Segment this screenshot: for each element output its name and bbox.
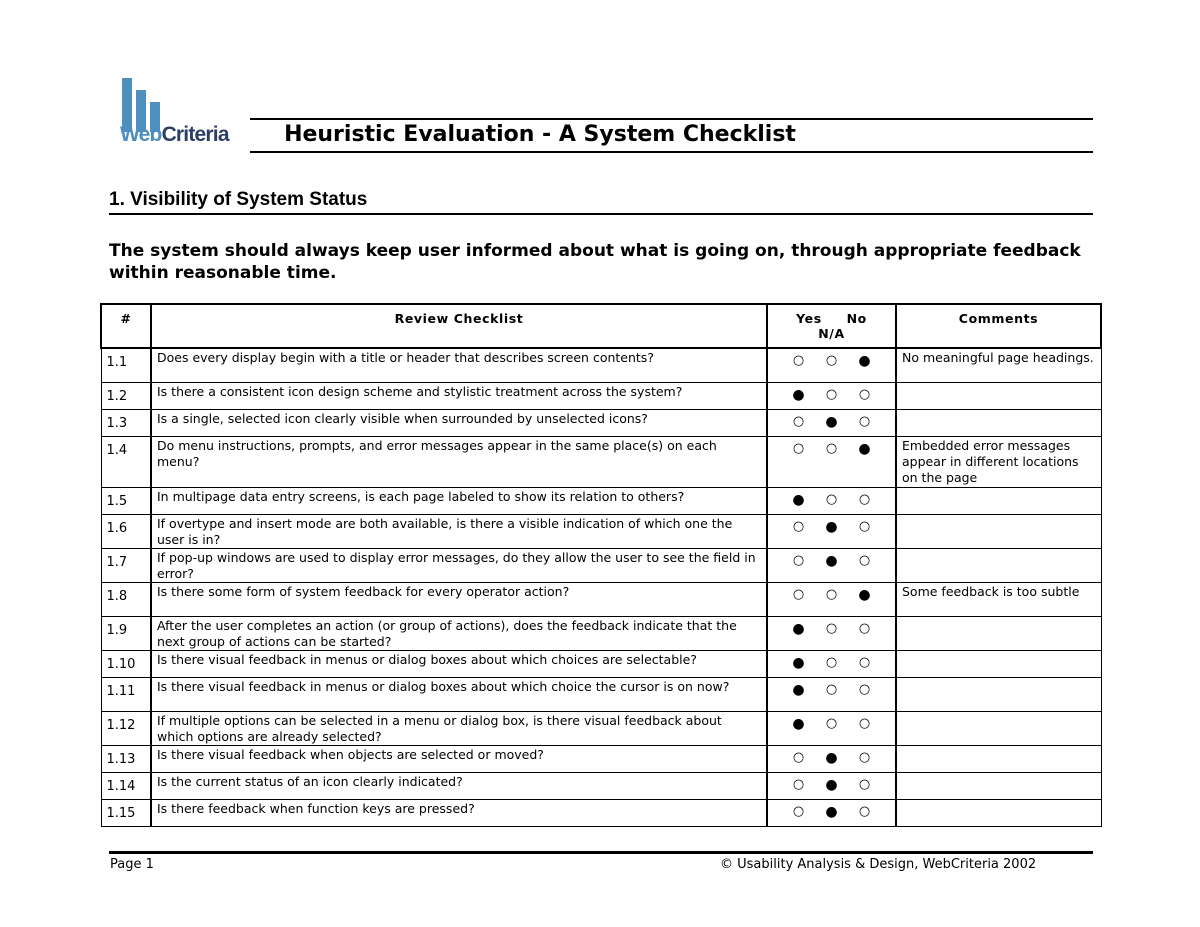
rating-yes-unselected-icon: ○ [792,518,805,534]
table-row [101,582,1101,616]
row-rating [767,582,896,616]
rating-no-selected-icon: ● [825,749,838,766]
row-comment [896,487,1101,514]
section-heading: 1. Visibility of System Status [109,189,368,210]
rating-na-selected-icon: ● [858,440,871,457]
row-number: 1.4 [101,436,151,487]
row-rating [767,745,896,772]
rating-no-unselected-icon: ○ [825,386,838,402]
rating-na-unselected-icon: ○ [858,803,871,819]
row-number: 1.2 [101,382,151,409]
title-top-rule [250,118,1093,120]
row-rating [767,382,896,409]
rating-yes-selected-icon: ● [792,681,805,698]
rating-yes-unselected-icon: ○ [792,552,805,568]
row-rating [767,487,896,514]
rating-na-unselected-icon: ○ [858,413,871,429]
row-comment: No meaningful page headings. [896,348,1101,382]
footer-rule [109,851,1093,854]
row-rating [767,616,896,650]
header-yes: Yes [796,311,822,326]
rating-na-unselected-icon: ○ [858,491,871,507]
rating-na-unselected-icon: ○ [858,654,871,670]
table-row [101,548,1101,582]
row-question: Is a single, selected icon clearly visible when surrounded by unselected icons? [151,409,767,436]
row-number: 1.7 [101,548,151,582]
row-comment [896,711,1101,745]
table-row [101,677,1101,711]
header-review-checklist: Review Checklist [151,304,767,348]
rating-yes-selected-icon: ● [792,386,805,403]
rating-no-unselected-icon: ○ [825,654,838,670]
row-comment [896,650,1101,677]
row-question: Is there feedback when function keys are pressed? [151,799,767,826]
header-no: No [846,311,867,326]
row-number: 1.3 [101,409,151,436]
row-comment [896,677,1101,711]
row-question: Is there a consistent icon design scheme and stylistic treatment across the system? [151,382,767,409]
row-rating [767,650,896,677]
header-na: N/A [818,326,845,341]
row-number: 1.14 [101,772,151,799]
row-question: If multiple options can be selected in a menu or dialog box, is there visual feedback about which options are already selected? [151,711,767,745]
table-row [101,772,1101,799]
rating-no-unselected-icon: ○ [825,620,838,636]
row-rating [767,348,896,382]
row-number: 1.11 [101,677,151,711]
table-header-row [101,304,1101,348]
row-question: In multipage data entry screens, is each page labeled to show its relation to others? [151,487,767,514]
row-rating [767,548,896,582]
rating-no-selected-icon: ● [825,803,838,820]
rating-na-unselected-icon: ○ [858,715,871,731]
row-number: 1.13 [101,745,151,772]
page-number: Page 1 [110,857,154,872]
rating-na-selected-icon: ● [858,353,871,369]
copyright-notice: © Usability Analysis & Design, WebCriteria 2002 [720,857,1037,872]
row-question: Does every display begin with a title or header that describes screen contents? [151,348,767,382]
table-row [101,409,1101,436]
row-rating [767,772,896,799]
rating-na-unselected-icon: ○ [858,518,871,534]
rating-yes-unselected-icon: ○ [792,803,805,819]
table-row [101,348,1101,382]
rating-yes-unselected-icon: ○ [792,776,805,792]
row-number: 1.12 [101,711,151,745]
header-number: # [101,304,151,348]
rating-yes-unselected-icon: ○ [792,440,805,456]
rating-no-selected-icon: ● [825,776,838,793]
row-rating [767,677,896,711]
table-row [101,436,1101,487]
table-row [101,514,1101,548]
checklist-table [100,303,1102,827]
rating-na-unselected-icon: ○ [858,620,871,636]
rating-yes-unselected-icon: ○ [792,413,805,429]
row-number: 1.5 [101,487,151,514]
table-row [101,382,1101,409]
row-number: 1.9 [101,616,151,650]
rating-no-unselected-icon: ○ [825,681,838,697]
rating-na-unselected-icon: ○ [858,552,871,568]
rating-yes-selected-icon: ● [792,620,805,637]
row-comment [896,382,1101,409]
principle-statement: The system should always keep user informed about what is going on, through appropriate feedback within reasonable time. [109,241,1081,283]
rating-yes-selected-icon: ● [792,654,805,671]
rating-no-unselected-icon: ○ [825,491,838,507]
row-number: 1.6 [101,514,151,548]
rating-no-selected-icon: ● [825,413,838,430]
row-rating [767,711,896,745]
row-comment: Embedded error messages appear in different locations on the page [896,436,1101,487]
page-title: Heuristic Evaluation - A System Checklist [284,122,796,147]
row-number: 1.1 [101,348,151,382]
rating-no-selected-icon: ● [825,552,838,569]
row-comment [896,409,1101,436]
row-rating [767,799,896,826]
row-question: Is there visual feedback in menus or dialog boxes about which choices are selectable? [151,650,767,677]
rating-no-unselected-icon: ○ [825,715,838,731]
rating-na-unselected-icon: ○ [858,776,871,792]
rating-yes-selected-icon: ● [792,491,805,508]
row-rating [767,436,896,487]
row-comment: Some feedback is too subtle [896,582,1101,616]
table-row [101,745,1101,772]
table-row [101,487,1101,514]
row-question: Is there some form of system feedback for every operator action? [151,582,767,616]
row-number: 1.10 [101,650,151,677]
row-rating [767,514,896,548]
rating-no-unselected-icon: ○ [825,586,838,602]
row-comment [896,548,1101,582]
rating-yes-unselected-icon: ○ [792,353,805,368]
row-question: If pop-up windows are used to display error messages, do they allow the user to see the field in error? [151,548,767,582]
table-row [101,616,1101,650]
row-question: Is there visual feedback in menus or dialog boxes about which choice the cursor is on now? [151,677,767,711]
section-rule [109,213,1093,215]
rating-yes-unselected-icon: ○ [792,749,805,765]
rating-na-unselected-icon: ○ [858,681,871,697]
row-question: Is there visual feedback when objects are selected or moved? [151,745,767,772]
row-question: After the user completes an action (or group of actions), does the feedback indicate that the next group of actions can be started? [151,616,767,650]
table-row [101,711,1101,745]
title-bottom-rule [250,151,1093,153]
rating-no-unselected-icon: ○ [825,440,838,456]
rating-yes-selected-icon: ● [792,715,805,732]
header-comments: Comments [896,304,1101,348]
row-number: 1.8 [101,582,151,616]
row-question: Do menu instructions, prompts, and error messages appear in the same place(s) on each menu? [151,436,767,487]
table-row [101,650,1101,677]
rating-na-unselected-icon: ○ [858,749,871,765]
rating-no-unselected-icon: ○ [825,353,838,368]
header-rating [767,304,896,348]
logo-criteria-text: Criteria [161,123,229,146]
row-comment [896,514,1101,548]
table-row [101,799,1101,826]
row-question: If overtype and insert mode are both available, is there a visible indication of which one the user is in? [151,514,767,548]
row-question: Is the current status of an icon clearly indicated? [151,772,767,799]
row-comment [896,799,1101,826]
row-comment [896,772,1101,799]
logo-web-text: Web [120,123,162,146]
row-rating [767,409,896,436]
row-comment [896,745,1101,772]
row-number: 1.15 [101,799,151,826]
rating-na-selected-icon: ● [858,586,871,603]
rating-yes-unselected-icon: ○ [792,586,805,602]
row-comment [896,616,1101,650]
rating-no-selected-icon: ● [825,518,838,535]
rating-na-unselected-icon: ○ [858,386,871,402]
